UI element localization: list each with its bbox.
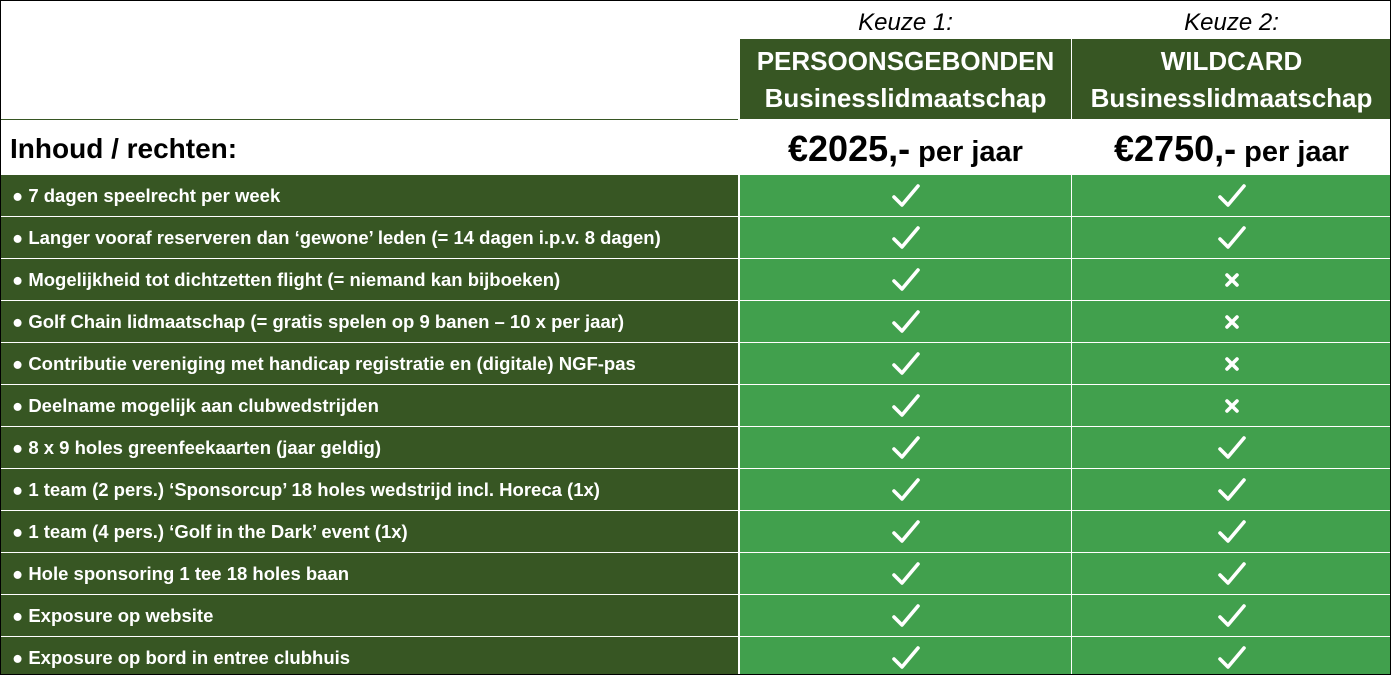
feature-label: ● Mogelijkheid tot dichtzetten flight (= niemand kan bijboeken) <box>1 259 738 301</box>
wildcard-mark <box>1072 217 1391 259</box>
feature-label: ● 7 dagen speelrecht per week <box>1 175 738 217</box>
wildcard-mark <box>1072 175 1391 217</box>
price-suffix: per jaar <box>910 136 1023 168</box>
persoonsgebonden-mark <box>740 343 1071 385</box>
check-icon <box>1218 603 1246 629</box>
check-icon <box>892 603 920 629</box>
price-amount: €2025,- <box>788 128 911 169</box>
wildcard-mark <box>1072 553 1391 595</box>
check-icon <box>892 393 920 419</box>
choice-2-label: Keuze 2: <box>1184 9 1279 36</box>
persoonsgebonden-mark <box>740 217 1071 259</box>
persoonsgebonden-mark <box>740 175 1071 217</box>
feature-label: ● Langer vooraf reserveren dan ‘gewone’ leden (= 14 dagen i.p.v. 8 dagen) <box>1 217 738 259</box>
check-icon <box>1218 561 1246 587</box>
feature-label: ● Exposure op bord in entree clubhuis <box>1 637 738 675</box>
check-icon <box>892 435 920 461</box>
section-heading: Inhoud / rechten: <box>10 133 238 164</box>
wildcard-mark <box>1072 259 1391 301</box>
feature-label: ● Exposure op website <box>1 595 738 637</box>
cross-icon <box>1224 272 1240 288</box>
persoonsgebonden-mark <box>740 301 1071 343</box>
cross-icon <box>1224 356 1240 372</box>
check-icon <box>892 477 920 503</box>
persoonsgebonden-mark <box>740 259 1071 301</box>
persoonsgebonden-title: PERSOONSGEBONDEN <box>756 46 1055 76</box>
cross-icon <box>1224 398 1240 414</box>
check-icon <box>892 519 920 545</box>
persoonsgebonden-header <box>740 39 1071 119</box>
check-icon <box>1218 519 1246 545</box>
check-icon <box>892 267 920 293</box>
persoonsgebonden-mark <box>740 595 1071 637</box>
feature-label: ● Contributie vereniging met handicap registratie en (digitale) NGF-pas <box>1 343 738 385</box>
wildcard-subtitle: Businesslidmaatschap <box>1090 83 1373 113</box>
cross-icon <box>1224 314 1240 330</box>
check-icon <box>1218 225 1246 251</box>
wildcard-mark <box>1072 301 1391 343</box>
feature-label: ● 1 team (4 pers.) ‘Golf in the Dark’ event (1x) <box>1 511 738 553</box>
check-icon <box>892 309 920 335</box>
persoonsgebonden-mark <box>740 469 1071 511</box>
check-icon <box>892 645 920 671</box>
price-suffix: per jaar <box>1236 136 1349 168</box>
check-icon <box>1218 645 1246 671</box>
wildcard-title: WILDCARD <box>1160 46 1303 76</box>
check-icon <box>1218 435 1246 461</box>
wildcard-mark <box>1072 385 1391 427</box>
check-icon <box>892 225 920 251</box>
check-icon <box>1218 477 1246 503</box>
check-icon <box>892 561 920 587</box>
wildcard-mark <box>1072 511 1391 553</box>
persoonsgebonden-mark <box>740 427 1071 469</box>
persoonsgebonden-mark <box>740 385 1071 427</box>
check-icon <box>892 351 920 377</box>
wildcard-mark <box>1072 595 1391 637</box>
choice-1-label: Keuze 1: <box>858 9 953 36</box>
wildcard-mark <box>1072 637 1391 675</box>
feature-label: ● Hole sponsoring 1 tee 18 holes baan <box>1 553 738 595</box>
wildcard-mark <box>1072 469 1391 511</box>
feature-label: ● 1 team (2 pers.) ‘Sponsorcup’ 18 holes wedstrijd incl. Horeca (1x) <box>1 469 738 511</box>
persoonsgebonden-mark <box>740 511 1071 553</box>
check-icon <box>892 183 920 209</box>
price-persoonsgebonden <box>740 121 1071 177</box>
feature-label: ● 8 x 9 holes greenfeekaarten (jaar geldig) <box>1 427 738 469</box>
header-divider <box>1 119 738 120</box>
feature-label: ● Golf Chain lidmaatschap (= gratis spelen op 9 banen – 10 x per jaar) <box>1 301 738 343</box>
persoonsgebonden-mark <box>740 637 1071 675</box>
persoonsgebonden-subtitle: Businesslidmaatschap <box>764 83 1047 113</box>
wildcard-mark <box>1072 343 1391 385</box>
check-icon <box>1218 183 1246 209</box>
wildcard-header <box>1072 39 1391 119</box>
price-amount: €2750,- <box>1114 128 1237 169</box>
persoonsgebonden-mark <box>740 553 1071 595</box>
price-wildcard <box>1072 121 1391 177</box>
wildcard-mark <box>1072 427 1391 469</box>
feature-label: ● Deelname mogelijk aan clubwedstrijden <box>1 385 738 427</box>
